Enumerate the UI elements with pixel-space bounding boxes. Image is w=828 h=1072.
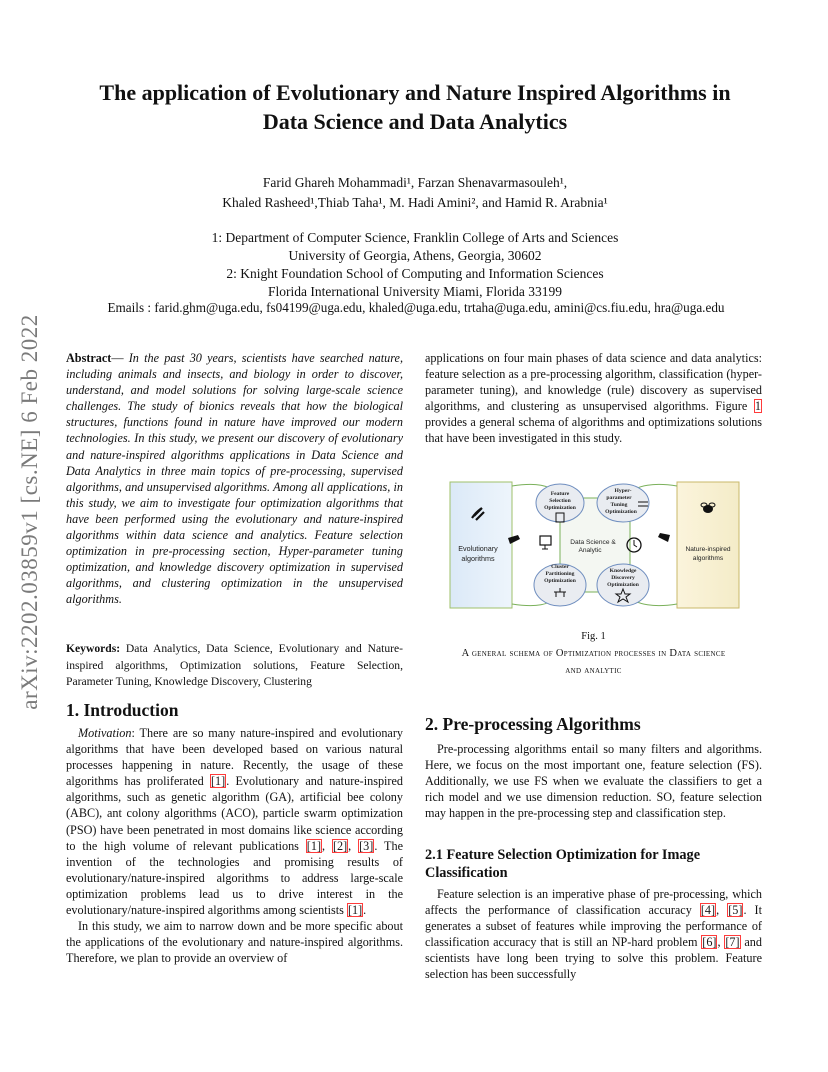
title-line-2: Data Science and Data Analytics <box>262 109 568 134</box>
citation-link[interactable]: [5] <box>728 903 743 918</box>
subsection-2-1-body: Feature selection is an imperative phase of pre-processing, which affects the performance of classification accuracy [4], [5]. It generates a subset of features while improving the performance of classification accuracy that is still an NP-hard problem [6], [7] and scientists have long been trying to solve this problem. Feature selection has been successfully <box>425 887 762 982</box>
feature-label: Selection <box>549 498 571 504</box>
intro-paragraph-2: In this study, we aim to narrow down and be more specific about the applications of the evolutionary and nature-inspired algorithms. Therefore, we plan to provide an overview of <box>66 919 403 966</box>
figure-link[interactable]: 1 <box>754 399 761 414</box>
intro-text: . Evolutionary and nature-inspired algorithms, such as genetic algorithm (GA), artificial bee colony (ABC), ant colony algorithms (ACO), particle swarm optimization (PSO) have been penetrated in most domains like science according to the high volume of relevant publications <box>66 774 403 853</box>
hyper-label: Hyper- <box>614 488 632 494</box>
affiliations <box>60 229 770 301</box>
affiliation-line: 2: Knight Foundation School of Computing and Information Sciences <box>226 266 604 281</box>
keywords-text: Data Analytics, Data Science, Evolutionary and Nature-inspired algorithms, Optimization solutions, Feature Selection, Parameter Tuning, Knowledge Discovery, Clustering <box>66 642 403 688</box>
intro-text: : There are so many nature-inspired and evolutionary algorithms that have been developed based on various natural processes happening in nature. Recently, the usage of these algorithms has proliferated <box>66 726 403 789</box>
subsection-heading-feature-selection: 2.1 Feature Selection Optimization for Image Classification <box>425 847 701 881</box>
intro-text: . <box>363 903 367 918</box>
affiliation-line: University of Georgia, Athens, Georgia, 30602 <box>288 248 542 263</box>
author-emails: Emails : farid.ghm@uga.edu, fs04199@uga.edu, khaled@uga.edu, trtaha@uga.edu, amini@cs.fiu.edu, hra@uga.edu <box>107 300 725 315</box>
cluster-label: Partitioning <box>545 571 575 577</box>
citation-link[interactable]: [1] <box>210 774 226 789</box>
citation-link[interactable]: [7] <box>725 935 740 950</box>
feature-label: Optimization <box>544 505 576 511</box>
feature-label: Feature <box>550 491 570 497</box>
figure-caption <box>425 628 762 679</box>
intro-section <box>66 700 403 721</box>
right-text: applications on four main phases of data science and data analytics: feature selection as a pre-processing algorithm, classification (hyper-parameter tuning), and knowledge (rule) discovery as supervised algorithms, and clustering as unsupervised algorithms. Figure <box>425 351 762 414</box>
right-column-intro <box>425 350 762 447</box>
subsection-2-1 <box>425 846 762 882</box>
paper-title <box>60 78 770 136</box>
presentation-icon <box>540 536 551 549</box>
abstract-text: In the past 30 years, scientists have searched nature, including animals and insects, and biology in order to discover, understand, and model solutions for solving large-scale science challenges. The study of bionics reveals that how the biological structures, functions found in nature have improved our modern technologies. In this study, we present our discovery of evolutionary and nature-inspired algorithms applications in Data Science and Data Analytics in three main topics of pre-processing, supervised algorithms, and unsupervised algorithms. Among all applications, in this study, we aim to investigate four optimization algorithms that have been performed using the evolutionary and nature-inspired algorithms within data science and analytics. Feature selection optimization in pre-processing section, Hyper-parameter tuning optimization, and knowledge discovery optimization in supervised algorithms, and clustering optimization in the unsupervised algorithms. <box>66 351 403 607</box>
section-heading-introduction: 1. Introduction <box>66 700 179 720</box>
arxiv-identifier: arXiv:2202.03859v1 [cs.NE] 6 Feb 2022 <box>17 314 42 710</box>
caption-line: and analytic <box>565 665 622 676</box>
affiliation-line: 1: Department of Computer Science, Franklin College of Arts and Sciences <box>211 230 619 245</box>
nature-panel <box>677 482 739 608</box>
citation-link[interactable]: [1] <box>306 838 322 853</box>
citation-link[interactable]: [4] <box>700 903 716 918</box>
center-label: Data Science & <box>570 539 616 546</box>
knowledge-label: Discovery <box>611 575 635 581</box>
caption-line: A general schema of Optimization processes in Data science <box>461 648 726 659</box>
citation-link[interactable]: [1] <box>347 903 363 918</box>
right-text: provides a general schema of algorithms and optimizations solutions that have been investigated in this study. <box>425 415 762 446</box>
keywords <box>66 641 403 691</box>
section-2-paragraph: Pre-processing algorithms entail so many filters and algorithms. Here, we focus on the most important one, feature selection (FS). Additionally, we use FS when we evaluate the classifiers to get a rich model and we use dimension reduction. SO, feature selection may happen in the pre-processing step and classification step. <box>425 742 762 821</box>
center-label: Analytic <box>578 547 602 554</box>
cluster-label: Cluster <box>551 564 569 570</box>
nature-label: algorithms <box>692 555 724 562</box>
citation-link[interactable]: [6] <box>702 935 717 950</box>
hyper-label: parameter <box>606 495 632 501</box>
cluster-label: Optimization <box>544 578 576 584</box>
authors-line-1: Farid Ghareh Mohammadi¹, Farzan Shenavarmasouleh¹, <box>262 175 568 190</box>
schema-figure <box>448 478 741 612</box>
abstract-dash: — <box>111 351 129 365</box>
title-line-1: The application of Evolutionary and Nature Inspired Algorithms in <box>99 80 731 105</box>
sec21-text: . It generates a subset of features while improving the performance of classification accuracy that is still an NP-hard problem <box>425 903 762 950</box>
citation-link[interactable]: [3] <box>359 838 374 853</box>
hyper-label: Tuning <box>610 502 628 508</box>
nature-label: Nature-inspired <box>685 546 731 553</box>
abstract <box>66 350 403 608</box>
intro-text: . The invention of the technologies and promising results of evolutionary/nature-inspired algorithms to address large-scale optimization problems lead us to drive interest in the evolutionary/nature-inspired algorithms among scientists <box>66 838 403 918</box>
intro-body: Motivation: There are so many nature-inspired and evolutionary algorithms that have been developed based on various natural processes happening in nature. Recently, the usage of these algorithms has proliferated [1]. Evolutionary and nature-inspired algorithms, such as genetic algorithm (GA), artificial bee colony (ABC), ant colony algorithms (ACO), particle swarm optimization (PSO) have been penetrated in most domains like science according to the high volume of relevant publications [1], [2], [3]. The invention of the technologies and promising results of evolutionary/nature-inspired algorithms to address large-scale optimization problems lead us to drive interest in the evolutionary/nature-inspired algorithms among scientists [1]. In this study, we aim to narrow down and be more specific about the applications of the evolutionary and nature-inspired algorithms. Therefore, we plan to provide an overview of <box>66 726 403 966</box>
section-2-body <box>425 741 762 821</box>
authors <box>60 173 770 213</box>
section-heading-preprocessing: 2. Pre-processing Algorithms <box>425 714 641 734</box>
section-2 <box>425 714 762 735</box>
hyper-label: Optimization <box>605 509 637 515</box>
abstract-label: Abstract <box>66 351 112 365</box>
figure-number: Fig. 1 <box>581 631 606 642</box>
motivation-label: Motivation <box>78 726 132 740</box>
authors-line-2: Khaled Rasheed¹,Thiab Taha¹, M. Hadi Amini², and Hamid R. Arabnia¹ <box>222 195 608 210</box>
keywords-label: Keywords: <box>66 642 121 655</box>
knowledge-label: Knowledge <box>609 568 637 574</box>
evolutionary-label: algorithms <box>461 554 495 563</box>
citation-link[interactable]: [2] <box>332 838 348 853</box>
knowledge-label: Optimization <box>607 582 639 588</box>
pointing-hand-icon <box>658 533 670 542</box>
sec21-text: Feature selection is an imperative phase of pre-processing, which affects the performance of classification accuracy <box>425 887 762 918</box>
evolutionary-label: Evolutionary <box>458 544 498 553</box>
affiliation-line: Florida International University Miami, Florida 33199 <box>268 284 562 299</box>
sec21-text: and scientists have long been trying to solve this problem. Feature selection has been successfully <box>425 935 762 982</box>
